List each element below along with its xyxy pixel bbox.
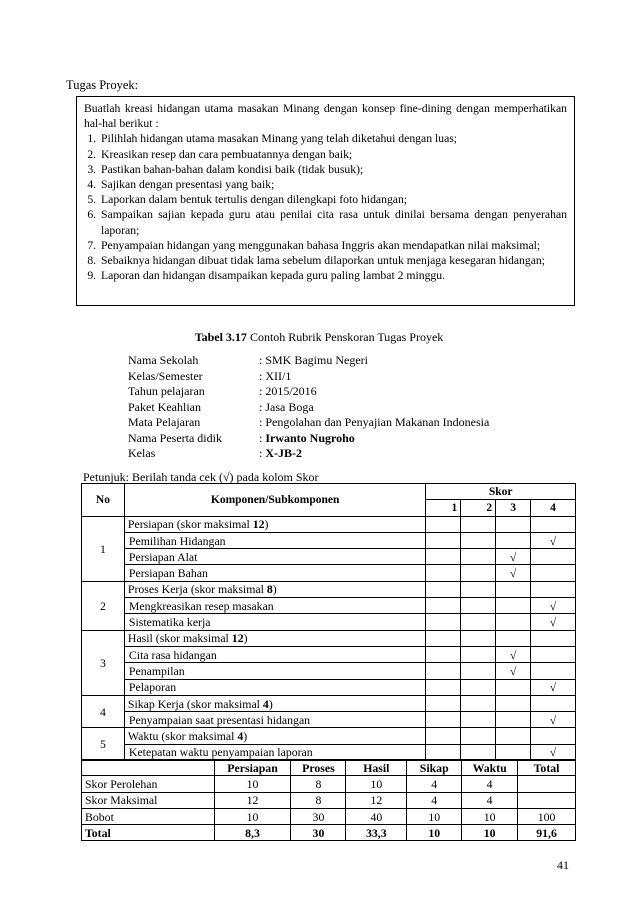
group-number: 1 <box>82 516 125 581</box>
score-cell <box>461 516 496 532</box>
score-cell <box>461 663 496 679</box>
info-key: Kelas/Semester <box>128 368 203 383</box>
score-cell <box>531 516 576 532</box>
summary-cell: 10 <box>407 808 462 824</box>
task-item: 5. Laporkan dalam bentuk tertulis dengan dilengkapi foto hidangan; <box>99 192 567 207</box>
info-value <box>259 415 489 431</box>
summary-row <box>82 808 576 824</box>
score-cell <box>496 728 531 744</box>
score-cell <box>426 549 461 565</box>
group-title <box>124 728 425 744</box>
score-cell <box>461 565 496 581</box>
group-title-text: Sikap Kerja (skor maksimal <box>127 696 263 711</box>
info-row <box>128 353 489 369</box>
group-title-text: Hasil (skor maksimal <box>127 631 232 646</box>
group-title-text: Waktu (skor maksimal <box>127 729 238 744</box>
summary-cell: 12 <box>214 792 291 808</box>
score-cell <box>531 728 576 744</box>
group-title <box>124 695 425 711</box>
rubric-group-row <box>82 630 576 646</box>
rubric-sub-row <box>82 663 576 679</box>
subcomponent-label: Ketepatan waktu penyampaian laporan <box>124 744 425 760</box>
caption-label: Tabel 3.17 <box>194 330 247 344</box>
group-max-score: 4 <box>262 696 269 711</box>
group-max-score: 4 <box>237 729 244 744</box>
rubric-sub-row <box>82 549 576 565</box>
summary-header <box>82 760 215 776</box>
summary-row <box>82 825 576 841</box>
summary-cell: 8 <box>291 776 346 792</box>
header-score-2: 2 <box>461 500 496 516</box>
info-value <box>259 446 489 462</box>
summary-cell: 10 <box>214 776 291 792</box>
section-heading: Tugas Proyek: <box>66 78 139 92</box>
score-cell <box>461 549 496 565</box>
summary-cell: 30 <box>291 825 346 841</box>
header-component: Komponen/Subkomponen <box>124 484 425 517</box>
info-value-bold: Irwanto Nugroho <box>265 430 355 445</box>
summary-cell <box>518 776 576 792</box>
info-row <box>128 431 489 447</box>
score-cell <box>426 565 461 581</box>
score-cell <box>496 532 531 548</box>
rubric-table <box>81 483 576 761</box>
summary-cell: 100 <box>518 808 576 824</box>
score-cell <box>426 532 461 548</box>
info-value-text: : <box>259 430 266 445</box>
group-number: 2 <box>82 581 125 630</box>
summary-cell: 10 <box>407 825 462 841</box>
score-cell <box>496 679 531 695</box>
info-value <box>259 353 489 369</box>
score-cell <box>531 630 576 646</box>
check-mark: √ <box>531 712 576 728</box>
task-list <box>84 131 567 283</box>
score-cell <box>426 581 461 597</box>
rubric-group-row <box>82 516 576 532</box>
summary-cell: 91,6 <box>518 825 576 841</box>
group-number: 3 <box>82 630 125 695</box>
group-max-score: 12 <box>231 631 244 646</box>
header-score-1: 1 <box>426 500 461 516</box>
group-title-close: ) <box>272 582 277 597</box>
score-cell <box>461 598 496 614</box>
info-value-bold: X-JB-2 <box>265 446 303 460</box>
task-box <box>76 96 575 306</box>
info-value-text: : SMK Bagimu Negeri <box>259 353 368 367</box>
subcomponent-label: Cita rasa hidangan <box>124 646 425 662</box>
check-mark: √ <box>496 646 531 662</box>
student-info <box>128 353 489 462</box>
score-cell <box>426 646 461 662</box>
info-value <box>259 400 489 416</box>
summary-header: Total <box>518 760 576 776</box>
group-max-score: 12 <box>252 517 265 532</box>
task-item: 2. Kreasikan resep dan cara pembuatannya dengan baik; <box>99 147 567 162</box>
group-number: 4 <box>82 695 125 728</box>
summary-cell: 10 <box>346 776 407 792</box>
info-value-text: : XII/1 <box>259 368 292 383</box>
score-cell <box>461 581 496 597</box>
summary-cell: 4 <box>462 776 518 792</box>
score-cell <box>426 679 461 695</box>
score-cell <box>461 646 496 662</box>
rubric-sub-row <box>82 532 576 548</box>
group-title-text: Proses Kerja (skor maksimal <box>127 582 267 597</box>
summary-table <box>81 759 576 841</box>
group-title-close: ) <box>268 696 273 711</box>
check-mark: √ <box>531 532 576 548</box>
info-value <box>259 369 489 385</box>
info-row <box>128 369 489 385</box>
header-score-3: 3 <box>496 500 531 516</box>
rubric-sub-row <box>82 679 576 695</box>
summary-cell: 10 <box>462 825 518 841</box>
score-cell <box>461 728 496 744</box>
check-mark: √ <box>496 565 531 581</box>
summary-cell: 4 <box>407 792 462 808</box>
summary-cell: 4 <box>407 776 462 792</box>
score-cell <box>426 516 461 532</box>
rubric-sub-row <box>82 646 576 662</box>
score-cell <box>461 712 496 728</box>
task-item: 6. Sampaikan sajian kepada guru atau penilai cita rasa untuk dinilai bersama dengan penyerahan laporan; <box>99 207 567 237</box>
info-value <box>259 431 489 447</box>
score-cell <box>531 549 576 565</box>
group-number: 5 <box>82 728 125 761</box>
score-cell <box>426 614 461 630</box>
header-score-4: 4 <box>531 500 576 516</box>
summary-row-label: Skor Perolehan <box>82 776 215 792</box>
group-title-close: ) <box>243 729 248 744</box>
summary-cell: 10 <box>214 808 291 824</box>
score-cell <box>426 712 461 728</box>
check-mark: √ <box>531 598 576 614</box>
score-cell <box>461 614 496 630</box>
task-intro: Buatlah kreasi hidangan utama masakan Minang dengan konsep fine-dining dengan memperhatikan hal-hal berikut : <box>84 102 567 131</box>
score-cell <box>496 598 531 614</box>
summary-cell: 8,3 <box>214 825 291 841</box>
summary-cell: 4 <box>462 792 518 808</box>
subcomponent-label: Persiapan Bahan <box>124 565 425 581</box>
score-cell <box>496 614 531 630</box>
summary-header: Sikap <box>407 760 462 776</box>
rubric-sub-row <box>82 598 576 614</box>
score-cell <box>496 516 531 532</box>
score-cell <box>461 532 496 548</box>
subcomponent-label: Pelaporan <box>124 679 425 695</box>
header-no: No <box>82 484 125 517</box>
caption-text: Contoh Rubrik Penskoran Tugas Proyek <box>246 330 444 344</box>
info-key: Mata Pelajaran <box>128 415 201 429</box>
score-cell <box>426 695 461 711</box>
subcomponent-label: Penampilan <box>124 663 425 679</box>
subcomponent-label: Persiapan Alat <box>124 549 425 565</box>
summary-cell: 40 <box>346 808 407 824</box>
rubric-sub-row <box>82 614 576 630</box>
info-key: Nama Sekolah <box>128 353 199 367</box>
check-mark: √ <box>496 549 531 565</box>
group-title-close: ) <box>264 517 269 532</box>
summary-header: Hasil <box>346 760 407 776</box>
score-cell <box>496 581 531 597</box>
check-mark: √ <box>496 663 531 679</box>
summary-cell <box>518 792 576 808</box>
score-cell <box>531 565 576 581</box>
score-cell <box>426 630 461 646</box>
info-row <box>128 384 489 400</box>
group-max-score: 8 <box>266 582 273 597</box>
check-mark: √ <box>531 744 576 760</box>
score-cell <box>496 695 531 711</box>
table-caption <box>0 330 638 345</box>
summary-row <box>82 792 576 808</box>
task-item: 8. Sebaiknya hidangan dibuat tidak lama sebelum dilaporkan untuk menjaga kesegaran hidangan; <box>99 253 567 268</box>
summary-cell: 33,3 <box>346 825 407 841</box>
task-item: 1. Pilihlah hidangan utama masakan Minang yang telah diketahui dengan luas; <box>99 131 567 146</box>
group-title <box>124 516 425 532</box>
score-cell <box>531 646 576 662</box>
info-value-text: : <box>259 446 266 460</box>
score-cell <box>531 695 576 711</box>
rubric-sub-row <box>82 565 576 581</box>
info-row <box>128 415 489 431</box>
summary-row-label: Total <box>82 825 215 841</box>
info-key: Nama Peserta didik <box>128 430 222 445</box>
summary-cell: 8 <box>291 792 346 808</box>
page-number: 41 <box>557 858 569 872</box>
summary-row <box>82 776 576 792</box>
subcomponent-label: Penyampaian saat presentasi hidangan <box>124 712 425 728</box>
summary-header: Proses <box>291 760 346 776</box>
summary-row-label: Skor Maksimal <box>82 792 215 808</box>
info-key: Paket Keahlian <box>128 399 201 414</box>
summary-cell: 10 <box>462 808 518 824</box>
summary-row-label: Bobot <box>82 808 215 824</box>
info-value-text: : Jasa Boga <box>259 399 314 414</box>
score-cell <box>426 728 461 744</box>
summary-cell: 30 <box>291 808 346 824</box>
group-title <box>124 581 425 597</box>
score-cell <box>461 630 496 646</box>
task-item: 4. Sajikan dengan presentasi yang baik; <box>99 177 567 192</box>
score-cell <box>496 630 531 646</box>
info-value-text: : Pengolahan dan Penyajian Makanan Indonesia <box>259 415 490 429</box>
task-item: 7. Penyampaian hidangan yang menggunakan bahasa Inggris akan mendapatkan nilai maksimal; <box>99 238 567 253</box>
instruction-text: Petunjuk: Berilah tanda cek (√) pada kolom Skor <box>83 470 319 484</box>
score-cell <box>496 712 531 728</box>
check-mark: √ <box>531 614 576 630</box>
check-mark: √ <box>531 679 576 695</box>
score-cell <box>531 663 576 679</box>
score-cell <box>531 581 576 597</box>
rubric-sub-row <box>82 712 576 728</box>
group-title-text: Persiapan (skor maksimal <box>127 517 253 532</box>
subcomponent-label: Pemilihan Hidangan <box>124 532 425 548</box>
info-value-text: : 2015/2016 <box>259 384 317 398</box>
summary-header: Waktu <box>462 760 518 776</box>
group-title-close: ) <box>243 631 248 646</box>
score-cell <box>426 663 461 679</box>
summary-cell: 12 <box>346 792 407 808</box>
info-key: Tahun pelajaran <box>128 384 205 398</box>
score-cell <box>461 679 496 695</box>
header-score: Skor <box>426 484 576 500</box>
rubric-group-row <box>82 728 576 744</box>
info-row <box>128 446 489 462</box>
subcomponent-label: Mengkreasikan resep masakan <box>124 598 425 614</box>
rubric-group-row <box>82 695 576 711</box>
task-item: 9. Laporan dan hidangan disampaikan kepada guru paling lambat 2 minggu. <box>99 268 567 283</box>
rubric-group-row <box>82 581 576 597</box>
summary-header: Persiapan <box>214 760 291 776</box>
subcomponent-label: Sistematika kerja <box>124 614 425 630</box>
task-item: 3. Pastikan bahan-bahan dalam kondisi baik (tidak busuk); <box>99 162 567 177</box>
info-row <box>128 400 489 416</box>
score-cell <box>426 598 461 614</box>
info-key: Kelas <box>128 446 156 460</box>
group-title <box>124 630 425 646</box>
score-cell <box>461 695 496 711</box>
info-value <box>259 384 489 400</box>
